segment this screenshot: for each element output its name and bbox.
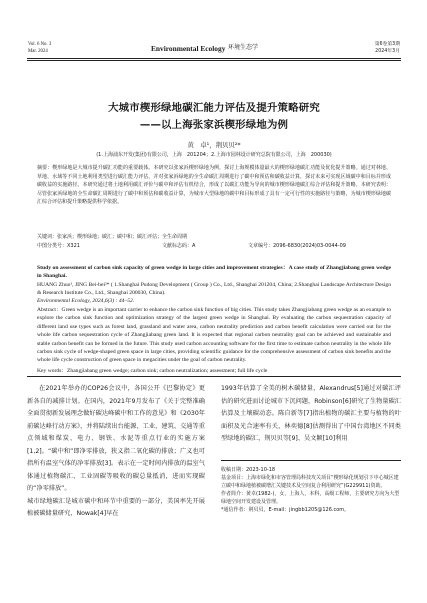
header-rule	[27, 58, 401, 59]
document-code-cn: 文献标志码：A	[162, 243, 196, 249]
abstract-cn: 摘要：楔形绿地是大城市提升碳汇功能的重要载体。本研究以张家浜楔形绿地为例，探讨上海规模体量最大的楔形绿地碳汇功能及优化提升策略。通过对林地、草地、水域等不同土地利用类型进行碳汇能力评估，并对张家浜绿地的全生命碳汇周期进行了碳中和预估和碳收益计算，探讨未来可实现区域碳中和目标并形成碳收益的实施路径。本研究通过将土地利用碳汇评价与碳中和评估有机结合，形成了以碳汇功能为导向的城市楔形绿地碳汇综合评估和提升策略。本研究表明：尽管张家浜绿地的全生命碳汇周期进行了碳中和预估和碳收益计算，为城市大型绿地的碳中和目标形成了具有一定可行性的实施路径与策略，为城市楔形绿地碳汇综合评估和提升策略提供科学依据。	[37, 165, 391, 205]
body-column-right: 1993年估算了全美的树木碳储量，Alexandrus[5]通过对碳汇评估的研究进而讨论城市下沉问题，Robinson[6]研究了生物量碳汇估算及土壤碳动态。陈自新等[7]指出植物的碳汇主要与植物的叶面积及光合速率有关，林奕德[8]估测得出了中国台湾地区不同类型绿地的碳汇，荆贝贝等[9]、吴文颖[10]利用	[221, 385, 401, 442]
journal-name-en: Environmental Ecology	[151, 44, 226, 53]
funding-note: 基金项目：上海市绿化和市容管理局科技攻关项目“楔形绿化规划引下中心城区建立碳中和绿地植被碳增汇关键技术及空间复合利用研究”(G229911)资助。	[221, 475, 399, 489]
abstract-en: Abstract：Green wedge is an important carrier to enhance the carbon sink function of big cities. This study takes Zhangjiabang green wedge as an example to explore the carbon sink function and optimization strategy of the largest green wedge in Shanghai. By evaluating the carbon sequestration capacity of different land use types such as forest land, grassland and water area, carbon neutrality prediction and carbon benefit calculation were carried out for the whole life carbon sequestration cycle of Zhangjiabang green land. It is expected that regional carbon neutrality goal can be achieved and sustainable and stable carbon benefit can be formed in the future. This study used carbon accounting software for the first time to estimate carbon neutrality in the whole life carbon sink cycle of wedge-shaped green space in large cities, providing scientific guidance for the comprehensive assessment of carbon sink benefits and the whole life cycle construction of green space in megacities under the goal of carbon neutrality.	[37, 307, 391, 364]
title-cn: 大城市楔形绿地碳汇能力评估及提升策略研究	[108, 102, 320, 114]
abstract-rule	[27, 376, 401, 377]
issue-date: Mar. 2024	[28, 49, 48, 54]
corresponding-author: *通信作者：荆贝贝，E-mail：jingbb1205@126.com。	[221, 507, 350, 513]
journal-reference-en: Environmental Ecology, 2024,6(3) : 44–52.	[37, 298, 135, 304]
header-rule-thin	[27, 60, 401, 61]
received-date: 收稿日期：2023-10-18	[221, 467, 276, 473]
authors-en: HUANG Zhuo¹, JING Bei-bei²* ( 1.Shanghai Pudong Development ( Group ) Co., Ltd., Shanghai 201204, China; 2.Shanghai Landscape Architecture Design & Research Institute Co., Ltd., Shanghai 200030, China).	[37, 282, 391, 297]
issue-date-cn: 2024年3月	[375, 49, 400, 54]
title-en: Study on assessment of carbon sink capacity of green wedge in large cities and improvement strategies：A case study of Zhangjiabang green wedge in Shanghai.	[37, 265, 391, 280]
keywords-cn: 关键词：张家浜；楔形绿地；碳汇；碳中和；碳汇评估；全生命周期	[37, 234, 188, 240]
volume-number: Vol. 6 No. 3	[28, 42, 52, 47]
keywords-en: Key words：Zhangjiabang green wedge; carbon sink; carbon neutralization; assessment; full life cycle	[37, 368, 268, 374]
authors-cn: 黄 卓¹，荆贝贝²*	[187, 141, 241, 149]
author-bio: 作者简介：黄卓(1982-)，女，上海人，本科，高级工程师，主要研究方向为大型绿地空间开发建设及管理。	[221, 491, 400, 505]
classification-cn: 中图分类号：X321	[37, 243, 80, 249]
body-column-left: 在2021年举办的COP26会议中，各国公开《巴黎协定》更新各自的减排计划。在国内，2021年9月发布了《关于完整准确全面贯彻新发展理念做好碳达峰碳中和工作的意见》和《2030年前碳达峰行动方案》，并将陆续出台能源、工业、建筑、交通等重点领域和煤炭、电力、钢铁、水泥等重点行业的实施方案[1,2]。“碳中和”即净零排放，狭义指二氧化碳的排放；广义也可指所有温室气体的净零排放[3]。表示在一定时间内排放的温室气体通过植物碳汇、工业固碳等吸收的碳总量抵消，进而实现碳的“净零排放”。 城市绿地碳汇是城市碳中和环节中重要的一部分，美国率先开展植被碳储量研究，Nowak[4]早在	[27, 385, 205, 517]
affiliation-cn: (1.上海浦东开发(集团)有限公司，上海 201204；2.上海市园林设计研究总院有限公司，上海 200030)	[96, 152, 332, 158]
subtitle-cn: ——以上海张家浜楔形绿地为例	[139, 119, 289, 131]
article-number-cn: 文章编号：2096-6830(2024)03-0044-09	[248, 243, 346, 249]
journal-name-cn: 环境生态学	[228, 44, 259, 51]
article-info-box	[221, 460, 401, 514]
issue-number-cn: 第6卷第3期	[374, 42, 400, 47]
